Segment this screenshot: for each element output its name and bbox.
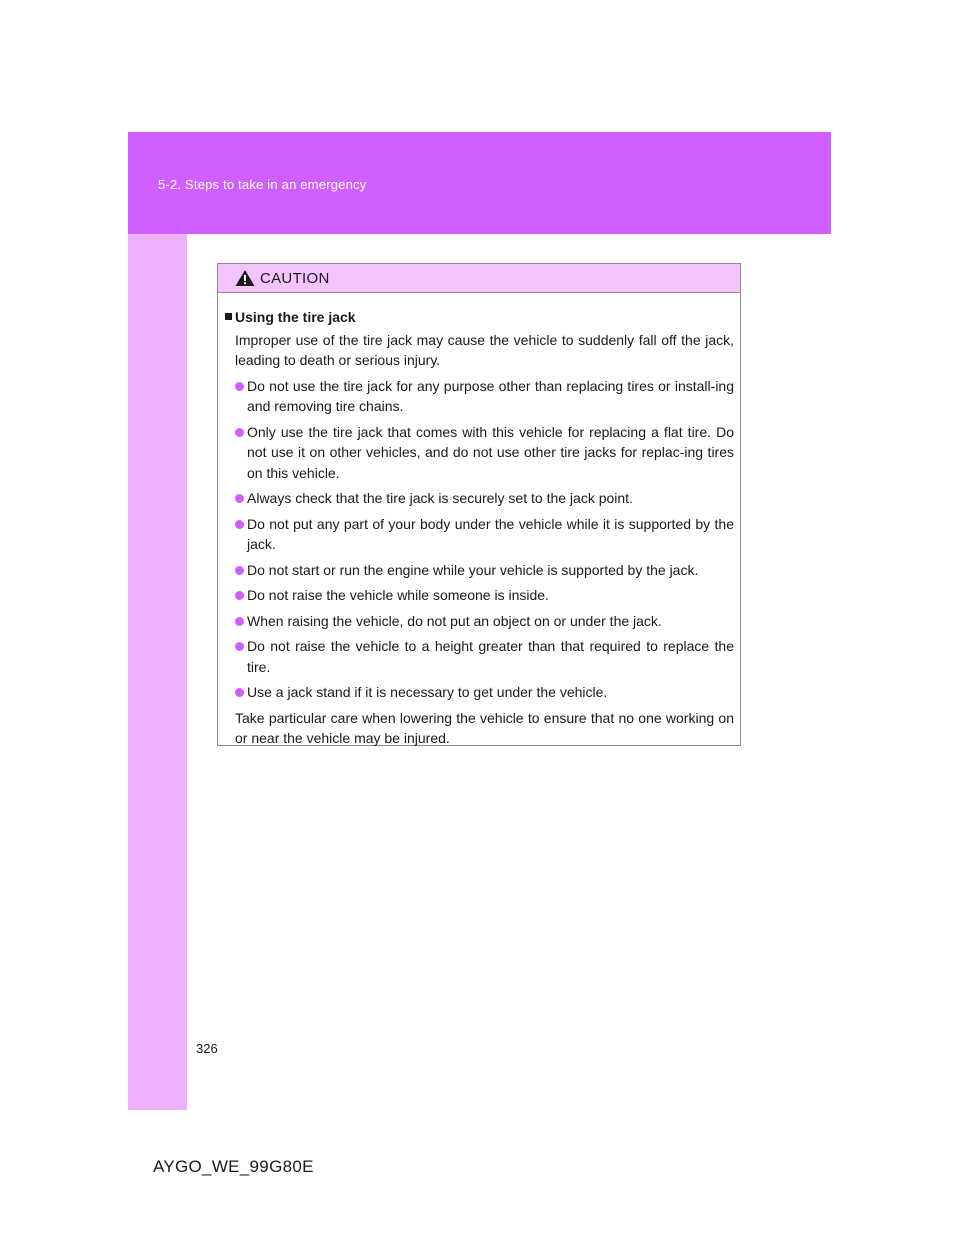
bullet-dot-icon [235,642,244,651]
caution-bullet [225,682,734,703]
bullet-dot-icon [235,428,244,437]
caution-closing: Take particular care when lowering the vehicle to ensure that no one working on or near the vehicle may be injured. [235,709,734,746]
caution-bullet [225,376,734,417]
caution-bullet [225,488,734,509]
square-bullet-icon [225,313,232,320]
caution-heading-text: Using the tire jack [235,309,356,325]
bullet-dot-icon [235,382,244,391]
bullet-dot-icon [235,591,244,600]
caution-bullet-text: Do not raise the vehicle to a height greater than that required to replace the tire. [247,638,734,675]
caution-bullet-text: Do not put any part of your body under the vehicle while it is supported by the jack. [247,515,734,552]
bullet-dot-icon [235,566,244,575]
caution-bullet [225,560,734,581]
caution-bullet-text: Do not use the tire jack for any purpose other than replacing tires or install-ing and removing tire chains. [247,377,734,414]
bullet-dot-icon [235,494,244,503]
caution-bullet-text: Use a jack stand if it is necessary to get under the vehicle. [247,684,608,700]
caution-bullet [225,514,734,555]
warning-triangle-icon [235,269,255,287]
section-header-bar [128,132,831,234]
caution-body [218,293,740,749]
caution-bullet [225,636,734,677]
caution-bullet-text: When raising the vehicle, do not put an object on or under the jack. [247,612,662,629]
caution-title: CAUTION [260,270,330,287]
caution-bullet-text: Do not start or run the engine while your vehicle is supported by the jack. [247,561,699,578]
bullet-dot-icon [235,617,244,626]
footer-doc-code: AYGO_WE_99G80E [153,1157,314,1176]
bullet-dot-icon [235,520,244,529]
caution-heading [225,307,734,328]
caution-bullet-text: Only use the tire jack that comes with this vehicle for replacing a flat tire. Do not use it on other vehicles, and do not use other tire jacks for replac-ing tires on this vehicle. [247,423,734,481]
bullet-dot-icon [235,688,244,697]
caution-bullet [225,585,734,606]
caution-intro: Improper use of the tire jack may cause the vehicle to suddenly fall off the jack, leading to death or serious injury. [235,331,734,368]
caution-header [218,264,740,293]
page-number: 326 [196,1041,218,1056]
caution-bullet-text: Always check that the tire jack is securely set to the jack point. [247,490,633,506]
chapter-side-tab [128,234,187,1110]
caution-bullet-text: Do not raise the vehicle while someone is inside. [247,587,549,603]
caution-bullet [225,422,734,484]
caution-box [217,263,741,746]
section-title: 5-2. Steps to take in an emergency [158,177,367,192]
caution-bullet [225,611,734,632]
